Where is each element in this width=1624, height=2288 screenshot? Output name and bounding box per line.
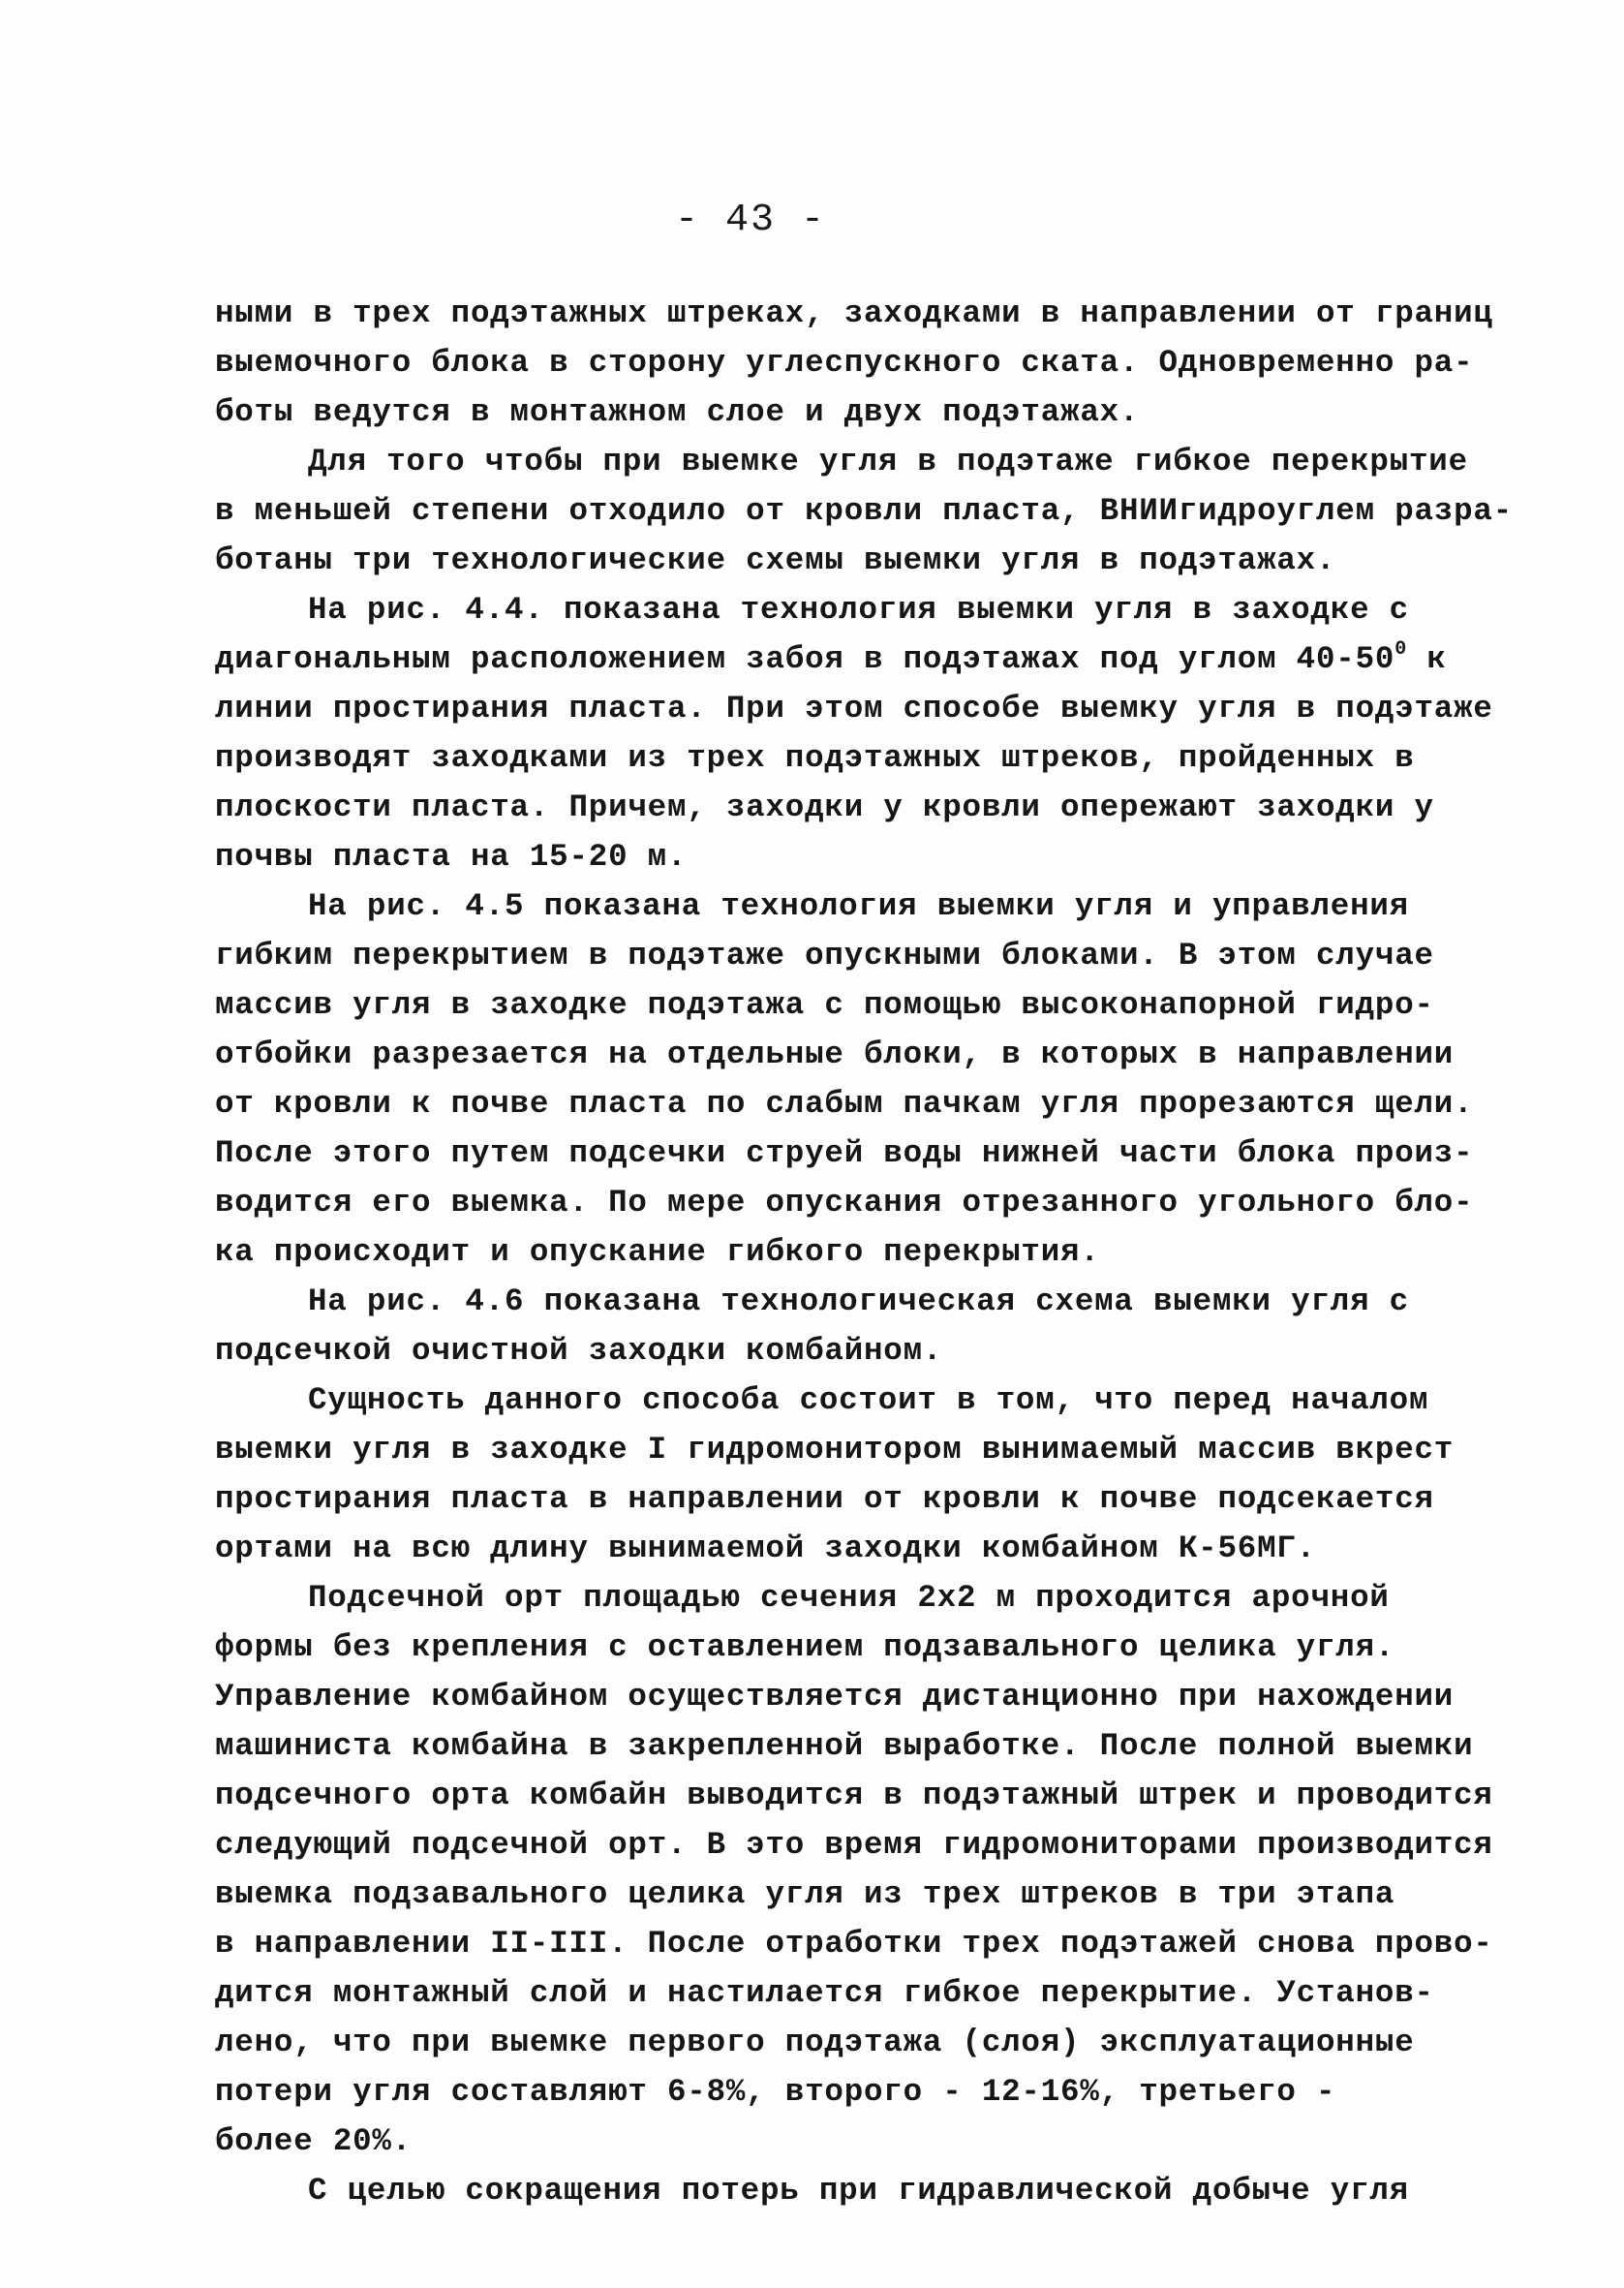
text-line: водится его выемка. По мере опускания отрезанного угольного бло- xyxy=(215,1185,1474,1221)
text-line: от кровли к почве пласта по слабым пачкам угля прорезаются щели. xyxy=(215,1086,1474,1122)
body-text xyxy=(215,289,1514,2215)
text-line: линии простирания пласта. При этом способе выемку угля в подэтаже xyxy=(215,691,1493,727)
text-line: дится монтажный слой и настилается гибкое перекрытие. Установ- xyxy=(215,1975,1434,2011)
text-line: массив угля в заходке подэтажа с помощью высоконапорной гидро- xyxy=(215,987,1434,1023)
text-line: почвы пласта на 15-20 м. xyxy=(215,839,688,875)
text-line: После этого путем подсечки струей воды нижней части блока произ- xyxy=(215,1135,1474,1171)
text-line: машиниста комбайна в закрепленной выработке. После полной выемки xyxy=(215,1728,1474,1764)
text-line: выемочного блока в сторону углеспускного ската. Одновременно ра- xyxy=(215,345,1474,381)
text-line: боты ведутся в монтажном слое и двух подэтажах. xyxy=(215,394,1140,430)
text-line: в меньшей степени отходило от кровли пласта, ВНИИгидроуглем разра- xyxy=(215,493,1514,529)
text-line: плоскости пласта. Причем, заходки у кровли опережают заходки у xyxy=(215,789,1434,825)
paragraph-first-line: Для того чтобы при выемке угля в подэтаже гибкое перекрытие xyxy=(308,444,1468,479)
text-line: отбойки разрезается на отдельные блоки, в которых в направлении xyxy=(215,1036,1455,1072)
text-line: лено, что при выемке первого подэтажа (слоя) эксплуатационные xyxy=(215,2025,1415,2060)
text-line: ботаны три технологические схемы выемки угля в подэтажах. xyxy=(215,542,1336,578)
paragraph-first-line: Подсечной орт площадью сечения 2х2 м проходится арочной xyxy=(308,1580,1390,1616)
text-line: гибким перекрытием в подэтаже опускными блоками. В этом случае xyxy=(215,938,1434,974)
paragraph-first-line: На рис. 4.5 показана технология выемки угля и управления xyxy=(308,888,1409,924)
degree-superscript: 0 xyxy=(1394,638,1408,661)
text-line: подсечкой очистной заходки комбайном. xyxy=(215,1333,943,1369)
paragraph-first-line: На рис. 4.6 показана технологическая схема выемки угля с xyxy=(308,1283,1409,1319)
text-line: простирания пласта в направлении от кровли к почве подсекается xyxy=(215,1481,1434,1517)
text-line: производят заходками из трех подэтажных штреков, пройденных в xyxy=(215,740,1415,776)
text-line: ка происходит и опускание гибкого перекрытия. xyxy=(215,1234,1100,1270)
paragraph-first-line: Сущность данного способа состоит в том, что перед началом xyxy=(308,1382,1429,1418)
text-line: более 20%. xyxy=(215,2123,413,2159)
text-line: выемка подзавального целика угля из трех штреков в три этапа xyxy=(215,1876,1395,1912)
page-number: - 43 - xyxy=(674,199,827,242)
text-line: Управление комбайном осуществляется дистанционно при нахождении xyxy=(215,1679,1455,1715)
paragraph-first-line: На рис. 4.4. показана технология выемки угля в заходке с xyxy=(308,592,1409,628)
paragraph-first-line: С целью сокращения потерь при гидравлической добыче угля xyxy=(308,2173,1409,2209)
text-segment: к xyxy=(1407,641,1447,677)
text-line: потери угля составляют 6-8%, второго - 12-16%, третьего - xyxy=(215,2074,1336,2110)
text-line: подсечного орта комбайн выводится в подэтажный штрек и проводится xyxy=(215,1778,1493,1813)
text-line-with-degree xyxy=(215,634,1447,684)
text-line: ортами на всю длину вынимаемой заходки комбайном К-56МГ. xyxy=(215,1530,1316,1566)
text-line: выемки угля в заходке I гидромонитором вынимаемый массив вкрест xyxy=(215,1432,1455,1468)
text-line: ными в трех подэтажных штреках, заходками в направлении от границ xyxy=(215,295,1493,331)
text-line: в направлении II-III. После отработки трех подэтажей снова прово- xyxy=(215,1926,1493,1962)
text-line: формы без крепления с оставлением подзавального целика угля. xyxy=(215,1629,1395,1665)
text-segment: диагональным расположением забоя в подэтажах под углом 40-50 xyxy=(215,641,1395,677)
text-line: следующий подсечной орт. В это время гидромониторами производится xyxy=(215,1827,1493,1863)
